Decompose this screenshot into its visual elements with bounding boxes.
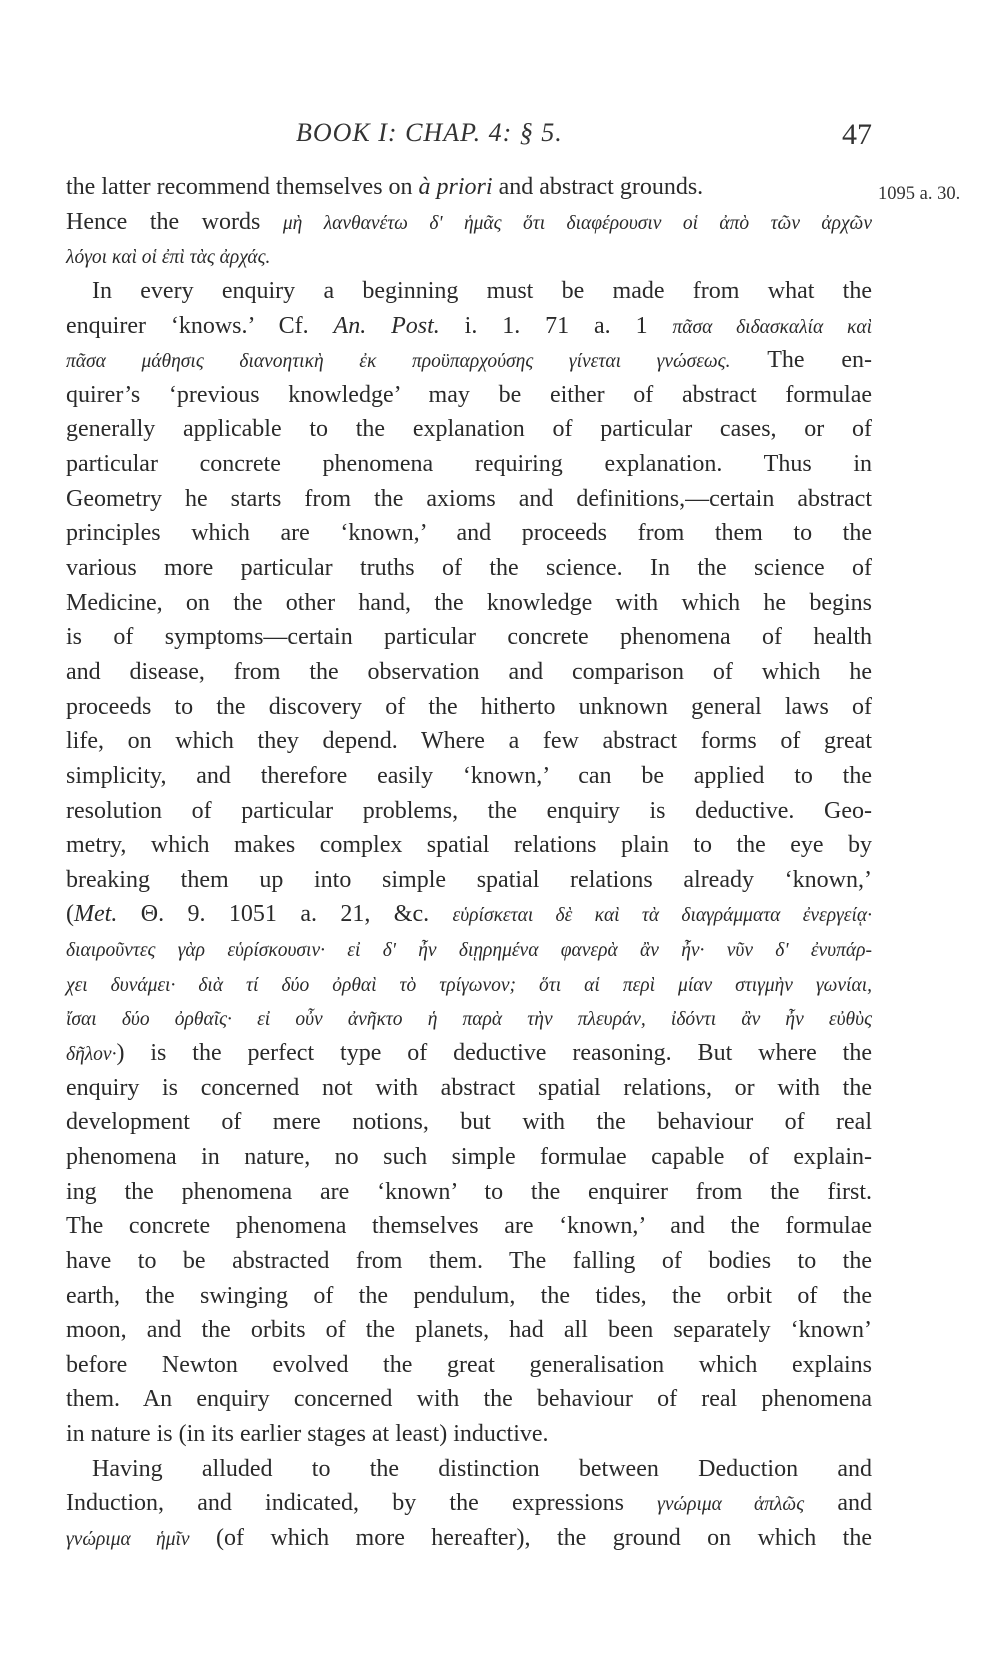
text-line <box>66 239 872 274</box>
greek-quotation: γνώριμα ἡμῖν <box>66 1528 190 1550</box>
text-segment: The en- <box>730 347 872 374</box>
text-segment: ing the phenomena are ‘known’ to the enquirer from the first. <box>66 1178 872 1205</box>
text-segment: ( <box>66 901 74 928</box>
running-head: BOOK I: CHAP. 4: § 5. <box>296 118 563 147</box>
text-line <box>66 274 872 309</box>
text-line <box>66 1244 872 1279</box>
text-segment: them. An enquiry concerned with the behaviour of real phenomena <box>66 1386 872 1413</box>
text-line <box>66 1486 872 1521</box>
text-line <box>66 620 872 655</box>
text-segment: phenomena in nature, no such simple formulae capable of explain- <box>66 1143 872 1170</box>
text-segment: is of symptoms—certain particular concrete phenomena of health <box>66 624 872 651</box>
text-line <box>66 551 872 586</box>
text-line <box>66 1521 872 1556</box>
text-line <box>66 586 872 621</box>
greek-quotation: δῆλον· <box>66 1044 117 1066</box>
text-line <box>66 655 872 690</box>
text-segment: various more particular truths of the science. In the science of <box>66 555 872 582</box>
text-segment: moon, and the orbits of the planets, had all been separately ‘known’ <box>66 1317 872 1344</box>
text-line <box>66 1105 872 1140</box>
text-line <box>66 447 872 482</box>
text-line <box>66 932 872 967</box>
text-line <box>66 967 872 1002</box>
text-line <box>66 205 872 240</box>
text-segment: resolution of particular problems, the enquiry is deductive. Geo- <box>66 797 872 824</box>
text-line <box>66 343 872 378</box>
greek-quotation: πᾶσα διδασκαλία καὶ <box>672 316 872 338</box>
greek-quotation: διαιροῦντες γὰρ εὑρίσκουσιν· εἰ δ' ἦν διῃρημένα φανερὰ ἂν ἦν· νῦν δ' ἐνυπάρ- <box>66 940 872 962</box>
greek-quotation: μὴ λανθανέτω δ' ἡμᾶς ὅτι διαφέρουσιν οἱ ἀπὸ τῶν ἀρχῶν <box>282 212 872 234</box>
text-segment: Having alluded to the distinction between Deduction and <box>92 1455 872 1482</box>
text-segment: enquiry is concerned not with abstract spatial relations, or with the <box>66 1074 872 1101</box>
greek-quotation: λόγοι καὶ οἱ ἐπὶ τὰς ἀρχάς. <box>66 247 271 269</box>
text-segment: generally applicable to the explanation of particular cases, or of <box>66 416 872 443</box>
text-segment: Induction, and indicated, by the expressions <box>66 1490 658 1517</box>
text-segment: metry, which makes complex spatial relations plain to the eye by <box>66 832 872 859</box>
text-line <box>66 1209 872 1244</box>
text-line <box>66 1279 872 1314</box>
italic-text: à priori <box>418 174 493 200</box>
text-line <box>66 482 872 517</box>
text-segment: enquirer ‘knows.’ Cf. <box>66 312 334 339</box>
text-segment: The concrete phenomena themselves are ‘known,’ and the formulae <box>66 1213 872 1240</box>
italic-text: Met. <box>74 901 118 928</box>
text-segment: the latter recommend themselves on <box>66 174 419 200</box>
text-line <box>66 1313 872 1348</box>
text-segment: before Newton evolved the great generalisation which explains <box>66 1351 872 1378</box>
text-segment: in nature is (in its earlier stages at least) inductive. <box>66 1421 549 1448</box>
text-segment: principles which are ‘known,’ and proceeds from them to the <box>66 520 872 547</box>
text-segment: earth, the swinging of the pendulum, the tides, the orbit of the <box>66 1282 872 1309</box>
text-line <box>66 1001 872 1036</box>
greek-quotation: γνώριμα ἁπλῶς <box>657 1494 805 1516</box>
text-line <box>66 828 872 863</box>
text-segment: life, on which they depend. Where a few abstract forms of great <box>66 728 872 755</box>
greek-quotation: εὑρίσκεται δὲ καὶ τὰ διαγράμματα ἐνεργείᾳ· <box>452 905 872 927</box>
running-header <box>0 112 1000 162</box>
text-line <box>66 1140 872 1175</box>
text-segment: Hence the words <box>66 208 283 235</box>
text-line <box>66 724 872 759</box>
text-line <box>66 1175 872 1210</box>
text-line <box>66 412 872 447</box>
greek-quotation: χει δυνάμει· διὰ τί δύο ὀρθαὶ τὸ τρίγωνον; ὅτι αἱ περὶ μίαν στιγμὴν γωνίαι, <box>66 974 872 996</box>
text-segment: Medicine, on the other hand, the knowledge with which he begins <box>66 589 872 616</box>
body-text <box>66 170 872 1556</box>
text-line <box>66 690 872 725</box>
text-segment: quirer’s ‘previous knowledge’ may be either of abstract formulae <box>66 381 872 408</box>
text-segment: and disease, from the observation and comparison of which he <box>66 658 872 685</box>
text-line <box>66 1382 872 1417</box>
text-segment: development of mere notions, but with the behaviour of real <box>66 1109 872 1136</box>
text-segment: Geometry he starts from the axioms and definitions,—certain abstract <box>66 485 872 512</box>
text-line <box>66 897 872 932</box>
text-segment: simplicity, and therefore easily ‘known,’ can be applied to the <box>66 762 872 789</box>
text-segment: (of which more hereafter), the ground on which the <box>189 1524 872 1551</box>
margin-reference: 1095 a. 30. <box>878 184 961 204</box>
text-segment: breaking them up into simple spatial relations already ‘known,’ <box>66 866 872 893</box>
text-line <box>66 1452 872 1487</box>
text-line <box>66 170 872 205</box>
text-line <box>66 1071 872 1106</box>
text-line <box>66 794 872 829</box>
text-line <box>66 1417 872 1452</box>
italic-text: An. Post. <box>333 312 440 339</box>
text-line <box>66 378 872 413</box>
text-line <box>66 863 872 898</box>
text-segment: particular concrete phenomena requiring explanation. Thus in <box>66 451 872 478</box>
text-line <box>66 516 872 551</box>
greek-quotation: πᾶσα μάθησις διανοητικὴ ἐκ προϋπαρχούσης γίνεται γνώσεως. <box>66 351 731 373</box>
text-segment: Θ. 9. 1051 a. 21, &c. <box>117 901 453 928</box>
text-line <box>66 759 872 794</box>
greek-quotation: ἴσαι δύο ὀρθαῖς· εἰ οὖν ἀνῆκτο ἡ παρὰ τὴν πλευράν, ἰδόντι ἂν ἦν εὐθὺς <box>66 1009 872 1031</box>
text-segment: In every enquiry a beginning must be made from what the <box>92 277 872 304</box>
text-line <box>66 1348 872 1383</box>
text-segment: and <box>804 1490 872 1517</box>
text-segment: and abstract grounds. <box>492 174 704 200</box>
text-segment: ) is the perfect type of deductive reasoning. But where the <box>116 1040 872 1067</box>
text-line <box>66 309 872 344</box>
text-segment: proceeds to the discovery of the hitherto unknown general laws of <box>66 693 872 720</box>
text-segment: have to be abstracted from them. The falling of bodies to the <box>66 1247 872 1274</box>
text-line <box>66 1036 872 1071</box>
page-number: 47 <box>842 118 872 151</box>
text-segment: i. 1. 71 a. 1 <box>439 312 673 339</box>
